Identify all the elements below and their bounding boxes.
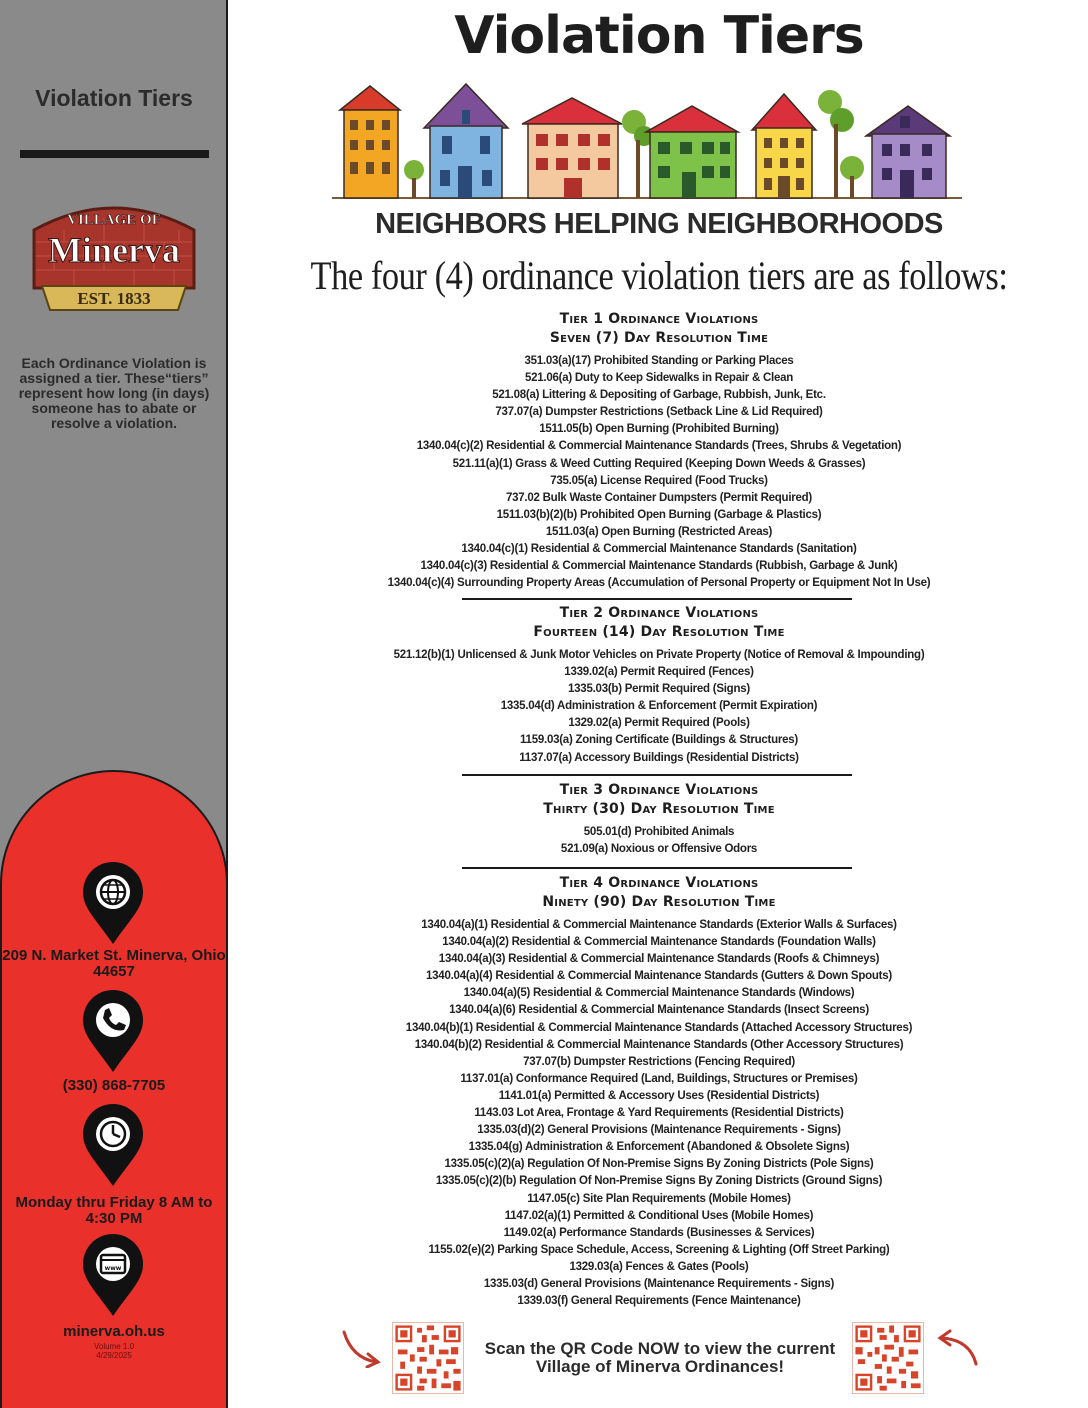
tier-subtitle: Fourteen (14) Day Resolution Time	[533, 624, 785, 640]
list-item: 1143.03 Lot Area, Frontage & Yard Requirements (Residential Districts)	[474, 1107, 844, 1120]
list-item: 1340.04(c)(3) Residential & Commercial Maintenance Standards (Rubbish, Garbage & Junk)	[420, 560, 898, 573]
list-item: 1340.04(a)(1) Residential & Commercial Maintenance Standards (Exterior Walls & Surfaces)	[421, 919, 897, 931]
qr-code-left[interactable]	[392, 1322, 464, 1394]
tier-title: Tier 1 Ordinance Violations	[559, 311, 759, 327]
tier-divider	[462, 598, 852, 600]
list-item: 1340.04(b)(1) Residential & Commercial Maintenance Standards (Attached Accessory Structures)	[405, 1021, 913, 1034]
list-item: 1329.03(a) Fences & Gates (Pools)	[569, 1260, 749, 1273]
tier-divider	[462, 867, 852, 869]
list-item: 1329.02(a) Permit Required (Pools)	[568, 717, 750, 730]
page-title: Violation Tiers	[454, 6, 864, 66]
list-item: 1335.03(d)(2) General Provisions (Maintenance Requirements - Signs)	[477, 1124, 841, 1137]
list-item: 1340.04(a)(2) Residential & Commercial Maintenance Standards (Foundation Walls)	[442, 936, 876, 949]
hours-text: Monday thru Friday 8 AM to 4:30 PM	[15, 1194, 213, 1227]
phone-icon	[81, 990, 145, 1074]
houses-illustration	[332, 80, 962, 204]
list-item: 1147.02(a)(1) Permitted & Conditional Uses (Mobile Homes)	[504, 1209, 814, 1222]
address-text: 209 N. Market St. Minerva, Ohio 44657	[2, 947, 226, 980]
tier-1-list	[230, 353, 1088, 592]
globe-icon	[81, 862, 145, 946]
qr-code-right[interactable]	[852, 1322, 924, 1394]
list-item: 737.07(a) Dumpster Restrictions (Setback Line & Lid Required)	[495, 406, 823, 419]
sidebar-title: Violation Tiers	[35, 85, 193, 111]
volume-date: 4/29/2025	[96, 1351, 132, 1360]
logo-name-text: Minerva	[48, 230, 180, 270]
qr-section	[230, 1318, 1088, 1398]
list-item: 1141.01(a) Permitted & Accessory Uses (Residential Districts)	[498, 1089, 820, 1102]
slogan: NEIGHBORS HELPING NEIGHBORHOODS	[375, 208, 943, 240]
tier-title: Tier 3 Ordinance Violations	[559, 782, 759, 798]
tier-3-list	[230, 824, 1088, 858]
list-item: 1511.05(b) Open Burning (Prohibited Burning)	[539, 423, 779, 436]
arrow-icon	[934, 1328, 982, 1368]
website-link[interactable]: minerva.oh.us	[63, 1323, 165, 1340]
tier-subtitle: Thirty (30) Day Resolution Time	[543, 801, 775, 817]
list-item: 521.11(a)(1) Grass & Weed Cutting Required (Keeping Down Weeds & Grasses)	[452, 457, 866, 470]
list-item: 1340.04(c)(2) Residential & Commercial Maintenance Standards (Trees, Shrubs & Vegetation)	[416, 440, 902, 453]
list-item: 1147.05(c) Site Plan Requirements (Mobile Homes)	[527, 1192, 791, 1205]
tier-title: Tier 4 Ordinance Violations	[559, 875, 759, 891]
tier-4-list	[230, 917, 1088, 1310]
arrow-icon	[338, 1328, 382, 1368]
tier-subtitle: Ninety (90) Day Resolution Time	[542, 894, 776, 910]
logo-top-text: VILLAGE OF	[67, 212, 161, 228]
sidebar	[0, 0, 228, 1408]
list-item: 521.08(a) Littering & Depositing of Garbage, Rubbish, Junk, Etc.	[492, 389, 826, 402]
list-item: 1340.04(a)(4) Residential & Commercial Maintenance Standards (Gutters & Down Spouts)	[426, 970, 892, 983]
list-item: 1335.04(g) Administration & Enforcement (Abandoned & Obsolete Signs)	[468, 1141, 850, 1154]
list-item: 737.02 Bulk Waste Container Dumpsters (Permit Required)	[506, 491, 812, 504]
clock-icon	[81, 1104, 145, 1188]
tier-1-section	[230, 310, 1088, 592]
qr-instructions: Scan the QR Code NOW to view the current Village of Minerva Ordinances!	[484, 1339, 836, 1376]
list-item: 737.07(b) Dumpster Restrictions (Fencing Required)	[523, 1055, 795, 1068]
sidebar-description: Each Ordinance Violation is assigned a tier. These“tiers” represent how long (in days) someone has to abate or resolve a violation.	[18, 355, 210, 431]
list-item: 505.01(d) Prohibited Animals	[583, 826, 735, 838]
tier-subtitle: Seven (7) Day Resolution Time	[549, 330, 769, 346]
web-icon	[81, 1234, 145, 1318]
list-item: 521.12(b)(1) Unlicensed & Junk Motor Vehicles on Private Property (Notice of Removal & Impounding)	[393, 649, 925, 661]
tier-title: Tier 2 Ordinance Violations	[559, 605, 759, 621]
main-content	[230, 0, 1088, 1408]
village-logo	[14, 190, 214, 324]
tier-4-section	[230, 874, 1088, 1310]
list-item: 1137.01(a) Conformance Required (Land, Buildings, Structures or Premises)	[460, 1072, 858, 1085]
list-item: 1335.05(c)(2)(b) Regulation Of Non-Premise Signs By Zoning Districts (Ground Signs)	[435, 1175, 883, 1188]
phone-text[interactable]: (330) 868-7705	[62, 1077, 166, 1094]
tier-2-section	[230, 604, 1088, 767]
tier-divider	[462, 774, 852, 776]
sidebar-divider	[20, 150, 209, 158]
list-item: 1340.04(c)(1) Residential & Commercial Maintenance Standards (Sanitation)	[461, 543, 857, 556]
list-item: 1340.04(b)(2) Residential & Commercial Maintenance Standards (Other Accessory Structures)	[414, 1038, 904, 1051]
list-item: 1335.03(d) General Provisions (Maintenance Requirements - Signs)	[483, 1277, 835, 1290]
volume-info	[0, 1342, 228, 1360]
list-item: 1339.02(a) Permit Required (Fences)	[564, 666, 754, 679]
list-item: 1511.03(b)(2)(b) Prohibited Open Burning (Garbage & Plastics)	[496, 508, 822, 521]
list-item: 1149.02(a) Performance Standards (Businesses & Services)	[503, 1226, 815, 1239]
list-item: 1511.03(a) Open Burning (Restricted Areas)	[545, 525, 773, 538]
list-item: 1340.04(a)(3) Residential & Commercial Maintenance Standards (Roofs & Chimneys)	[438, 953, 880, 966]
list-item: 1340.04(c)(4) Surrounding Property Areas (Accumulation of Personal Property or Equipment Not In Use)	[387, 577, 931, 590]
list-item: 521.06(a) Duty to Keep Sidewalks in Repair & Clean	[524, 372, 794, 385]
list-item: 1340.04(a)(6) Residential & Commercial Maintenance Standards (Insect Screens)	[449, 1004, 869, 1017]
list-item: 1137.07(a) Accessory Buildings (Residential Districts)	[519, 751, 799, 764]
list-item: 1159.03(a) Zoning Certificate (Buildings & Structures)	[520, 734, 798, 747]
list-item: 521.09(a) Noxious or Offensive Odors	[560, 843, 758, 856]
svg-text:www: www	[104, 1265, 122, 1272]
list-item: 1335.04(d) Administration & Enforcement (Permit Expiration)	[500, 700, 818, 713]
list-item: 1335.03(b) Permit Required (Signs)	[568, 683, 750, 696]
list-item: 1335.05(c)(2)(a) Regulation Of Non-Premise Signs By Zoning Districts (Pole Signs)	[444, 1158, 874, 1171]
tier-2-list	[230, 647, 1088, 767]
list-item: 1155.02(e)(2) Parking Space Schedule, Access, Screening & Lighting (Off Street Parking)	[428, 1243, 890, 1256]
list-item: 1340.04(a)(5) Residential & Commercial Maintenance Standards (Windows)	[463, 987, 855, 1000]
list-item: 351.03(a)(17) Prohibited Standing or Parking Places	[524, 355, 794, 367]
volume-text: Volume 1.0	[93, 1342, 135, 1351]
list-item: 735.05(a) License Required (Food Trucks)	[550, 474, 768, 487]
intro-heading: The four (4) ordinance violation tiers are as follows:	[310, 253, 1008, 298]
tier-3-section	[230, 781, 1088, 858]
logo-est-text: EST. 1833	[77, 289, 151, 308]
list-item: 1339.03(f) General Requirements (Fence Maintenance)	[517, 1295, 801, 1308]
